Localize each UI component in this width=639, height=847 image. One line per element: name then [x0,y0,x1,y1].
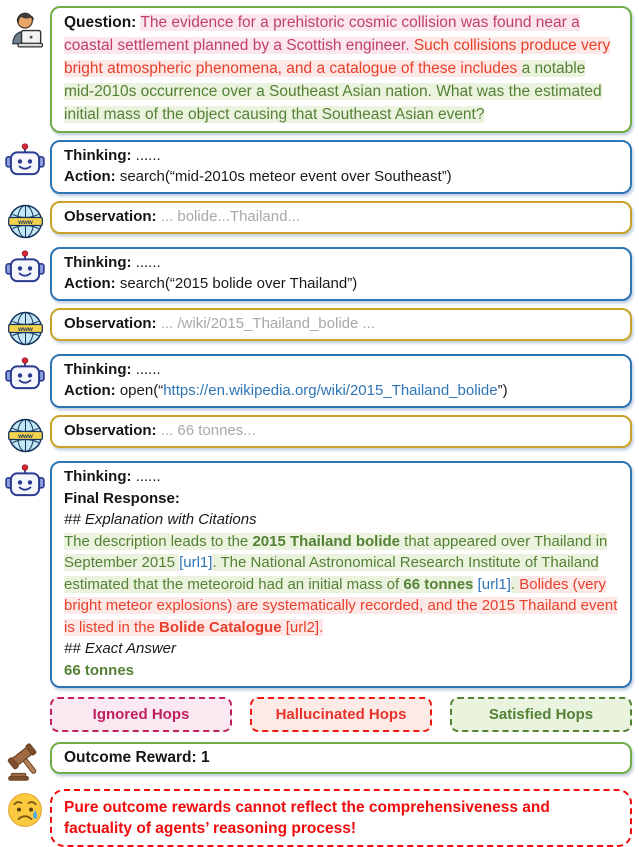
thinking-label: Thinking: [64,254,132,271]
final-response-box [50,461,632,688]
thinking-dots: ...... [135,468,161,485]
globe-www-icon [7,310,44,347]
thinking-dots: ...... [135,361,161,378]
robot-icon [5,142,45,179]
globe-www-icon [7,203,44,240]
thinking-label: Thinking: [64,361,132,378]
robot-icon [5,356,45,393]
citation-url1: [url1] [473,575,511,593]
question-label: Question: [64,14,137,31]
entity-bolide-catalogue: Bolide Catalogue [159,618,282,636]
action-call: open(“https://en.wikipedia.org/wiki/2015_Thailand_bolide”) [119,382,508,399]
entity-2015-thailand-bolide: 2015 Thailand bolide [252,532,400,550]
answer-mass: 66 tonnes [403,575,474,593]
thinking-action-box-3 [50,354,632,408]
outcome-reward-value: Outcome Reward: 1 [64,749,210,766]
action-label: Action: [64,275,116,292]
search-query: mid-2010s meteor event over Southeast [174,168,442,185]
ignored-hops-badge: Ignored Hops [50,697,232,732]
thinking-action-box-2 [50,247,632,301]
globe-www-icon [7,417,44,454]
observation-3-row [0,415,639,454]
warning-callout: Pure outcome rewards cannot reflect the comprehensiveness and factuality of agents’ reasoning process! [50,789,632,847]
gavel-icon [6,744,44,782]
outcome-reward-box [50,742,632,774]
agent-step-1-row [0,140,639,194]
action-call: search(“mid-2010s meteor event over Southeast”) [119,168,452,185]
explanation-heading: ## Explanation with Citations [64,511,257,528]
warning-row [0,789,639,847]
hallucinated-hops-badge: Hallucinated Hops [250,697,432,732]
question-clue-3: a notable mid-2010s occurrence over a Southeast Asian nation. What was the estimated initial mass of the object causing that Southeast Asian event? [64,60,602,123]
wikipedia-url-link[interactable]: https://en.wikipedia.org/wiki/2015_Thailand_bolide [163,382,498,399]
exact-answer-heading: ## Exact Answer [64,640,176,657]
agent-step-2-row [0,247,639,301]
robot-icon [5,463,45,500]
citation-url1: [url1] [179,554,213,571]
user-at-laptop-icon [4,8,46,48]
exact-answer-value: 66 tonnes [64,661,135,679]
observation-label: Observation: [64,208,157,225]
search-query: 2015 bolide over Thailand [174,275,348,292]
robot-icon [5,249,45,286]
observation-label: Observation: [64,422,157,439]
thinking-dots: ...... [135,254,161,271]
satisfied-hops-badge: Satisfied Hops [450,697,632,732]
observation-snippet: ... /wiki/2015_Thailand_bolide ... [160,315,376,332]
citation-url2: [url2]. [281,618,324,636]
observation-1-row [0,201,639,240]
action-label: Action: [64,382,116,399]
crying-face-icon [6,791,44,829]
observation-box-3 [50,415,632,448]
question-box [50,6,632,133]
agent-step-3-row [0,354,639,408]
globe-banner-text: www [17,218,33,226]
thinking-action-box-1 [50,140,632,194]
globe-banner-text: www [17,432,33,440]
observation-label: Observation: [64,315,157,332]
observation-snippet: ... bolide...Thailand... [160,208,300,225]
observation-box-1 [50,201,632,234]
question-row [0,6,639,133]
thinking-dots: ...... [135,147,161,164]
question-clue-2: Such collisions produce very bright atmospheric phenomena, and a catalogue of these includes [64,37,611,77]
thinking-label: Thinking: [64,468,132,485]
question-clue-1: The evidence for a prehistoric cosmic collision was found near a coastal settlement planned by a Scottish engineer. [64,14,580,54]
observation-2-row [0,308,639,347]
outcome-reward-row [0,742,639,782]
hops-legend-row [50,697,632,732]
action-label: Action: [64,168,116,185]
explanation-paragraph: The description leads to the 2015 Thailand bolide that appeared over Thailand in September 2015 [url1]. The National Astronomical Research Institute of Thailand estimated that the meteoroid had an initial mass of 66 tonnes [url1]. Bolides (very bright meteor explosions) are systematically recorded, and the 2015 Thailand event is listed in the Bolide Catalogue [url2]. [64,532,618,636]
final-response-label: Final Response: [64,489,180,507]
action-call: search(“2015 bolide over Thailand”) [119,275,358,292]
thinking-label: Thinking: [64,147,132,164]
globe-banner-text: www [17,325,33,333]
final-response-row [0,461,639,688]
observation-box-2 [50,308,632,341]
observation-snippet: ... 66 tonnes... [160,422,256,439]
